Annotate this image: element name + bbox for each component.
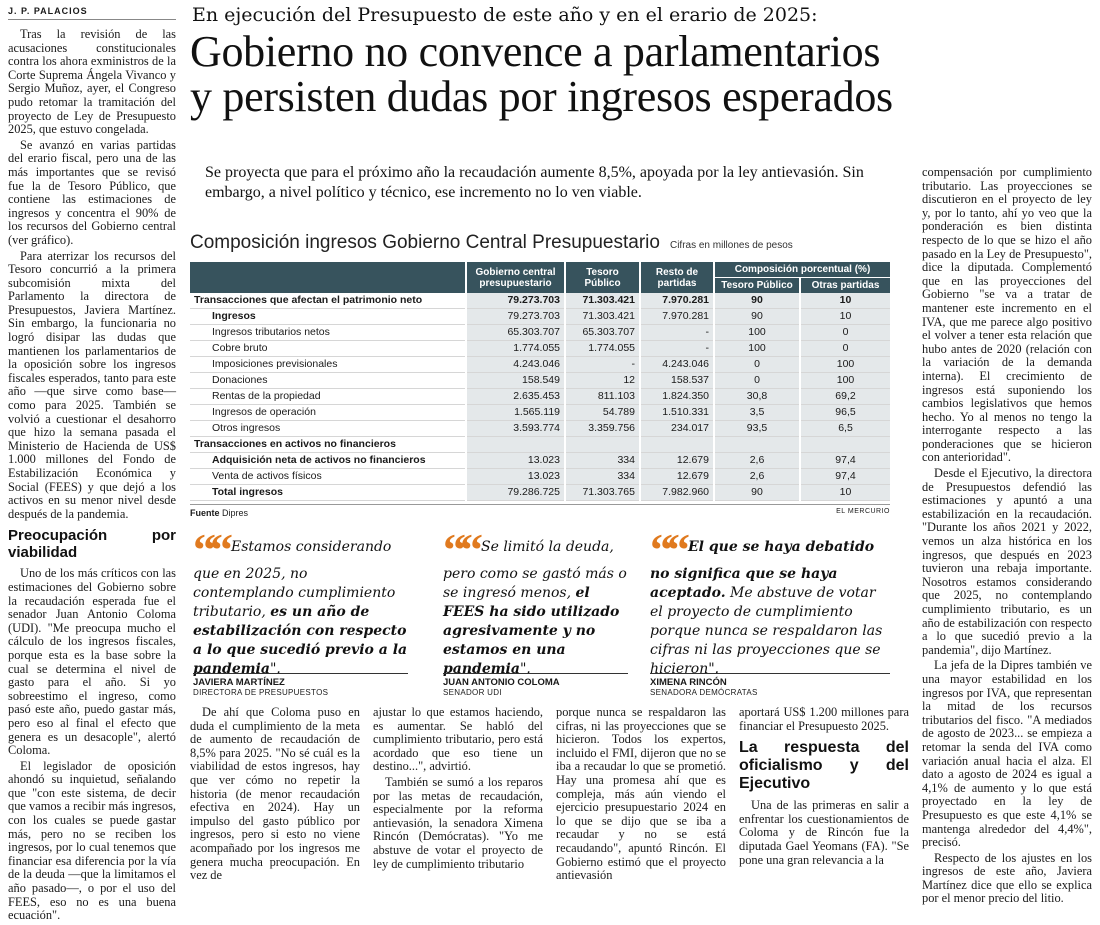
quote-mark-icon: ““: [193, 524, 227, 575]
pull-quote-martinez: [193, 524, 408, 679]
cell: 71.303.765: [565, 485, 640, 501]
cell: 2,6: [714, 469, 800, 485]
paragraph: Uno de los más críticos con las estimaciones del Gobierno sobre la recaudación esperada fue el senador Juan Antonio Coloma (UDI). "Me preocupa mucho el cálculo de los ingresos fiscales, porque esta es la base sobre la cual se determina el nivel de gasto para el año. Si yo sobreestimo el ingreso, como pasó este año, puedo gastar más, pero eso al final el efecto que genera es un desacople", alertó Coloma.: [8, 566, 176, 758]
pull-quote-coloma: [443, 524, 628, 679]
cell: 69,2: [800, 389, 890, 405]
cell: 79.273.703: [466, 309, 565, 325]
subheading: La respuesta del oficialismo y del Ejecutivo: [739, 739, 909, 793]
cell: 54.789: [565, 405, 640, 421]
deck: Se proyecta que para el próximo año la recaudación aumente 8,5%, apoyada por la ley antievasión. Sin embargo, a nivel político y técnico, ese incremento no lo ven viable.: [205, 164, 864, 201]
quote-role: SENADORA DEMÓCRATAS: [650, 688, 758, 697]
cell: 2,6: [714, 453, 800, 469]
source-label: Fuente: [190, 508, 220, 518]
cell: [714, 437, 800, 453]
cell: 97,4: [800, 453, 890, 469]
paragraph: Tras la revisión de las acusaciones constitucionales contra los ahora exministros de la Corte Suprema Ángela Vivanco y Sergio Muñoz, ayer, el Congreso pudo retomar la tramitación del proyecto de Ley de Presupuesto 2025, que estuvo congelada.: [8, 27, 176, 137]
cell: 3.593.774: [466, 421, 565, 437]
col-header-composicion: Composición porcentual (%): [714, 262, 890, 278]
col-header-comp-tesoro: Tesoro Público: [714, 278, 800, 294]
cell: 334: [565, 469, 640, 485]
cell: [800, 437, 890, 453]
kicker: En ejecución del Presupuesto de este año y en el erario de 2025:: [192, 4, 818, 26]
cell: 4.243.046: [640, 357, 714, 373]
cell: 71.303.421: [565, 293, 640, 309]
cell: 1.510.331: [640, 405, 714, 421]
cell: 4.243.046: [466, 357, 565, 373]
cell: 234.017: [640, 421, 714, 437]
quote-bold: el FEES ha sido utilizado agresivamente y no estamos en una pandemia: [443, 585, 620, 677]
table-row: [190, 421, 890, 437]
col-header-gobierno-central: Gobierno central presupuestario: [466, 262, 565, 293]
cell: 30,8: [714, 389, 800, 405]
cell: 10: [800, 485, 890, 501]
row-label: Ingresos: [190, 309, 466, 325]
quote-name: JUAN ANTONIO COLOMA: [443, 677, 560, 688]
row-label: Transacciones en activos no financieros: [190, 437, 466, 453]
paragraph: Respecto de los ajustes en los ingresos de este año, Javiera Martínez dice que ello se explica por el menor precio del litio.: [922, 850, 1092, 906]
paragraph: aportará US$ 1.200 millones para financiar el Presupuesto 2025.: [739, 705, 909, 733]
quote-bold: es un año de estabilización con respecto a lo que sucedió previo a la pandemia: [193, 604, 408, 677]
table-row: [190, 293, 890, 309]
cell: 12.679: [640, 453, 714, 469]
cell: 0: [714, 373, 800, 389]
row-label: Ingresos de operación: [190, 405, 466, 421]
cell: 158.537: [640, 373, 714, 389]
paragraph: ajustar lo que estamos haciendo, es aumentar. Se habló del cumplimiento tributario, pero está acordado que eso tiene un destino...", advirtió.: [373, 705, 543, 774]
cell: [565, 437, 640, 453]
cell: 71.303.421: [565, 309, 640, 325]
cell: -: [640, 325, 714, 341]
table-row: [190, 469, 890, 485]
quote-attribution: [193, 673, 408, 697]
cell: [466, 437, 565, 453]
cell: 90: [714, 293, 800, 309]
cell: 1.565.119: [466, 405, 565, 421]
table-row: [190, 485, 890, 501]
table-row: [190, 309, 890, 325]
row-label: Cobre bruto: [190, 341, 466, 357]
table-title: [190, 232, 793, 254]
cell: 1.774.055: [565, 341, 640, 357]
cell: 0: [800, 341, 890, 357]
paragraph: La jefa de la Dipres también ve una mayor estabilidad en los ingresos por IVA, que representan la mitad de los recursos tributarios del fisco. "A mediados de agosto de 2023... se empieza a retomar la senda del IVA como variación anual hacia el alza. El dato a agosto de 2024 es igual a 4,1% de aumento y lo que está proyectado en la ley de Presupuesto es que este 4,1% se mantenga alrededor del 4,4%", precisó.: [922, 658, 1092, 850]
quote-attribution: [443, 673, 628, 697]
cell: 12.679: [640, 469, 714, 485]
cell: 811.103: [565, 389, 640, 405]
quote-role: DIRECTORA DE PRESUPUESTOS: [193, 688, 329, 697]
cell: 334: [565, 453, 640, 469]
table-row: [190, 341, 890, 357]
paragraph: El legislador de oposición ahondó su inquietud, señalando que "con este sistema, de decir que vamos a recibir más ingresos, con los cuales se puede gastar más, pero no se reciben los ingresos, por lo cual tenemos que financiar esa diferencia por la vía de la deuda —que la limitamos el año pasado—, o por el uso del FEES, eso no es una buena ecuación".: [8, 758, 176, 923]
row-label: Otros ingresos: [190, 421, 466, 437]
cell: [640, 437, 714, 453]
cell: 1.824.350: [640, 389, 714, 405]
cell: 0: [714, 357, 800, 373]
headline: [190, 29, 1095, 119]
credit: EL MERCURIO: [836, 508, 890, 515]
row-label: Rentas de la propiedad: [190, 389, 466, 405]
pull-quote-rincon: [650, 524, 890, 679]
cell: 96,5: [800, 405, 890, 421]
row-label: Donaciones: [190, 373, 466, 389]
subheading: Preocupación por viabilidad: [8, 527, 176, 562]
cell: 10: [800, 293, 890, 309]
row-label: Adquisición neta de activos no financieros: [190, 453, 466, 469]
quote-end: ".: [269, 661, 281, 677]
cell: 12: [565, 373, 640, 389]
quote-text: Estamos considerando que en 2025, no contemplando cumplimiento tributario,: [193, 539, 396, 620]
table-row: [190, 453, 890, 469]
byline: J. P. PALACIOS: [8, 6, 176, 20]
cell: 100: [714, 341, 800, 357]
cell: 0: [800, 325, 890, 341]
quote-name: JAVIERA MARTÍNEZ: [193, 677, 285, 688]
paragraph: porque nunca se respaldaron las cifras, ni las proyecciones que se hicieron. Todos los expertos, incluido el FMI, dijeron que no se iba a recaudar lo que se prometió. Hay una promesa ahí que es compleja, más aún viendo el ejercicio presupuestario 2024 en lo que se dijo que se iba a recaudar y no se está recaudando", apuntó Rincón. El Gobierno estimó que el proyecto antievasión: [556, 705, 726, 883]
body-column-c: [556, 706, 726, 885]
cell: 1.774.055: [466, 341, 565, 357]
quote-end: ".: [519, 661, 531, 677]
paragraph: Para aterrizar los recursos del Tesoro concurrió a la primera subcomisión mixta del Parlamento la directora de Presupuestos, Javiera Martínez. Sin embargo, la funcionaria no logró disipar las dudas que mantienen los parlamentarios de la oposición sobre los ingresos fiscales esperados, tanto para este año —que sirve como base— como para 2025. También se volvió a cuestionar el desahorro que hizo la semana pasada el Ministerio de Hacienda de US$ 1.000 millones del Fondo de Estabilización Económica y Social (FEES) y que dejó a los activos en su menor nivel desde después de la pandemia.: [8, 248, 176, 521]
row-label: Total ingresos: [190, 485, 466, 501]
cell: 3.359.756: [565, 421, 640, 437]
paragraph: De ahí que Coloma puso en duda el cumplimiento de la meta de aumento de recaudación de 8,5% para 2025. "No sé cuál es la viabilidad de estos ingresos, hay que ver cómo no repetir la historia (de menor recaudación efectiva en 2024). Hay un impulso del gasto público por ingresos, pero si esto no viene acompañado por los ingresos me genera mucha preocupación. En vez de: [190, 705, 360, 883]
headline-line-2: y persisten dudas por ingresos esperados: [190, 72, 893, 121]
col-header-resto-partidas: Resto de partidas: [640, 262, 714, 293]
paragraph: También se sumó a los reparos por las metas de recaudación, especialmente por la reforma antievasión, la senadora Ximena Rincón (Demócratas). "Yo me abstuve de votar el proyecto de ley de cumplimiento tributario: [373, 774, 543, 871]
body-column-a: [190, 706, 360, 885]
cell: 79.286.725: [466, 485, 565, 501]
cell: 90: [714, 309, 800, 325]
headline-line-1: Gobierno no convence a parlamentarios: [190, 27, 881, 76]
table-row: [190, 437, 890, 453]
quote-attribution: [650, 673, 890, 697]
cell: 100: [800, 373, 890, 389]
row-label: Ingresos tributarios netos: [190, 325, 466, 341]
quote-text: Me abstuve de votar el proyecto de cumplimiento porque nunca se respaldaron las cifras ni las proyecciones que se hicieron".: [650, 585, 883, 677]
cell: 2.635.453: [466, 389, 565, 405]
cell: 7.970.281: [640, 309, 714, 325]
cell: 93,5: [714, 421, 800, 437]
cell: 97,4: [800, 469, 890, 485]
paragraph: Una de las primeras en salir a enfrentar los cuestionamientos de Coloma y de Rincón fue la diputada Gael Yeomans (FA). "Se pone una gran relevancia a la: [739, 798, 909, 867]
cell: 10: [800, 309, 890, 325]
cell: 7.970.281: [640, 293, 714, 309]
cell: 79.273.703: [466, 293, 565, 309]
table-unit: Cifras en millones de pesos: [669, 240, 793, 251]
cell: 3,5: [714, 405, 800, 421]
cell: 100: [800, 357, 890, 373]
source-value: Dipres: [222, 508, 249, 518]
cell: 100: [714, 325, 800, 341]
table-source: [190, 504, 890, 518]
row-label: Imposiciones previsionales: [190, 357, 466, 373]
body-column-b: [373, 706, 543, 873]
table-row: [190, 357, 890, 373]
table-row: [190, 373, 890, 389]
table-row: [190, 405, 890, 421]
cell: 13.023: [466, 469, 565, 485]
quote-mark-icon: ““: [443, 524, 477, 575]
col-header-comp-otras: Otras partidas: [800, 278, 890, 294]
cell: 65.303.707: [466, 325, 565, 341]
cell: 13.023: [466, 453, 565, 469]
quote-role: SENADOR UDI: [443, 688, 502, 697]
cell: 65.303.707: [565, 325, 640, 341]
quote-mark-icon: ““: [650, 524, 684, 575]
col-header-tesoro-publico: Tesoro Público: [565, 262, 640, 293]
quote-name: XIMENA RINCÓN: [650, 677, 727, 688]
quote-bold: El que se haya debatido no significa que se haya aceptado.: [650, 539, 875, 601]
cell: -: [565, 357, 640, 373]
table-row: [190, 389, 890, 405]
left-column: [8, 28, 176, 925]
right-column: [922, 166, 1092, 908]
row-label: Transacciones que afectan el patrimonio neto: [190, 293, 466, 309]
cell: 6,5: [800, 421, 890, 437]
income-table: [190, 262, 890, 501]
cell: -: [640, 341, 714, 357]
table-row: [190, 325, 890, 341]
body-column-d: [739, 706, 909, 869]
table-title-text: Composición ingresos Gobierno Central Presupuestario: [190, 232, 660, 253]
cell: 90: [714, 485, 800, 501]
row-label: Venta de activos físicos: [190, 469, 466, 485]
quote-text: Se limitó la deuda, pero como se gastó más o se ingresó menos,: [443, 539, 627, 601]
paragraph: Se avanzó en varias partidas del erario fiscal, pero una de las más importantes que se revisó fue la de Tesoro Público, que contiene las estimaciones de ingresos y concentra el 90% de los recursos del Gobierno central (ver gráfico).: [8, 137, 176, 247]
cell: 7.982.960: [640, 485, 714, 501]
paragraph: compensación por cumplimiento tributario. Las proyecciones se discutieron en el proyecto de ley y, por lo tanto, ahí yo veo que la ponderación es bien distinta respecto de lo que se hizo el año pasado en la Ley de Presupuesto", dice la diputada. Complementó que en las proyecciones del Gobierno "se va a tratar de mantener este incremento en el IVA, que me parece algo positivo el volver a tener esta relación que hubo antes de 2020 (relación con la variación de la demanda interna). El crecimiento de ingresos está suponiendo los cambios legislativos que hemos hecho. Yo al menos no tengo la interrogante respecto a las ponderaciones que se hicieron con anterioridad".: [922, 165, 1092, 465]
table-header-blank: [190, 262, 466, 293]
paragraph: Desde el Ejecutivo, la directora de Presupuestos defendió las estimaciones y apuntó a una estabilización en la recaudación. "Durante los años 2021 y 2022, vemos un alza histórica en los ingresos, que después en 2023 tuvieron una rebaja importante. Nosotros estamos considerando que 2025, no contemplando cumplimiento tributario, es un año de estabilización con respecto a lo que sucedió previo a la pandemia", dijo Martínez.: [922, 466, 1092, 657]
cell: 158.549: [466, 373, 565, 389]
